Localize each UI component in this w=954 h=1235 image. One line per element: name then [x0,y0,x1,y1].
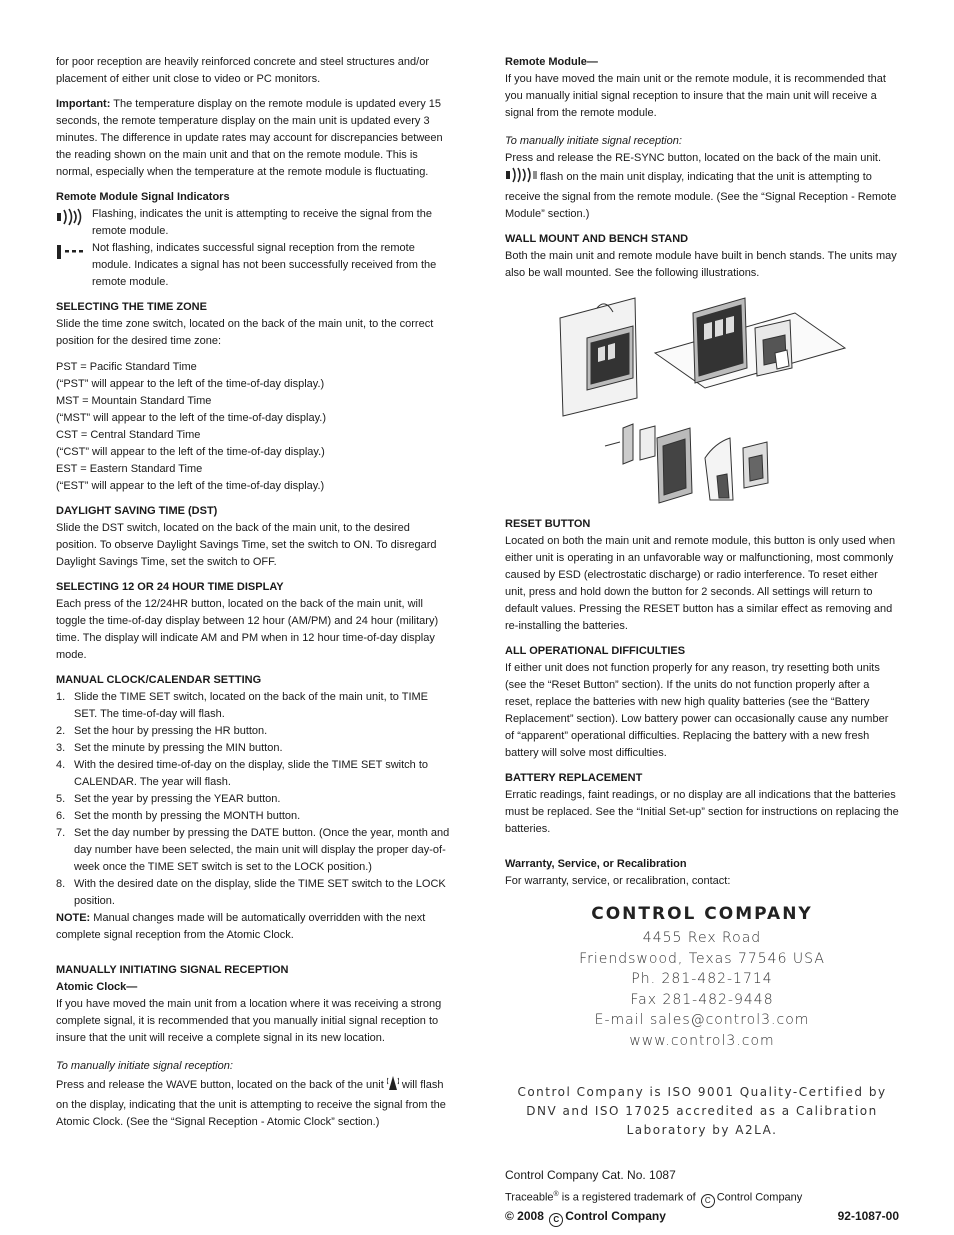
iso-statement: Control Company is ISO 9001 Quality-Certified by DNV and ISO 17025 accredited as a Calibration Laboratory by A2LA. [517,1085,887,1137]
company-fax: Fax 281-482-9448 [630,991,774,1008]
timezone-line: (“MST” will appear to the left of the time-of-day display.) [56,412,327,424]
remote-initiate-label: To manually initiate signal reception: [505,135,682,147]
copyright-row [505,1208,899,1227]
left-column [56,54,452,1139]
atomic-clock-subheading: Atomic Clock— [56,981,138,993]
dst-section [56,503,452,571]
timezone-heading: SELECTING THE TIME ZONE [56,301,207,313]
wall-mount-text: Both the main unit and remote module have built in bench stands. The units may also be wall mounted. See the following illustrations. [505,250,897,279]
signal-reception-heading: MANUALLY INITIATING SIGNAL RECEPTION [56,964,289,976]
step-text: Set the day number by pressing the DATE button. (Once the year, month and day number have been selected, the main unit will display the proper day-of-week once the TIME SET switch is set to the LOCK position.) [74,827,450,873]
warranty-section [505,856,899,890]
step-number: 3. [56,742,66,754]
hour-display-heading: SELECTING 12 OR 24 HOUR TIME DISPLAY [56,581,284,593]
indicator-row [56,240,452,291]
dst-heading: DAYLIGHT SAVING TIME (DST) [56,505,218,517]
hour-display-section [56,579,452,664]
timezone-line: (“EST” will appear to the left of the time-of-day display.) [56,480,325,492]
step-text: Set the minute by pressing the MIN button. [74,742,283,754]
step-text: With the desired date on the display, slide the TIME SET switch to the LOCK position. [74,878,446,907]
indicator-row [56,206,452,240]
wave-text-b: will flash on the display, indicating that the unit is attempting to receive the signal from the Atomic Clock. (See the “Signal Reception - Atomic Clock” section.) [56,1079,446,1128]
timezone-line: (“PST” will appear to the left of the time-of-day display.) [56,378,325,390]
step-number: 8. [56,878,66,890]
battery-text: Erratic readings, faint readings, or no display are all indications that the batteries must be replaced. See the “Initial Set-up” section for instructions on replacing the batteries. [505,789,899,835]
list-item [56,757,452,791]
company-logo-icon: C [549,1213,563,1227]
important-paragraph [56,96,452,181]
wall-mount-section [505,231,899,508]
timezone-line: PST = Pacific Standard Time [56,361,197,373]
reset-text: Located on both the main unit and remote module, this button is only used when either unit is operating in an unfavorable way or malfunctioning, most commonly caused by ESD (electrostatic discharge) or radio interference. To reset either unit, press and hold down the button for 2 seconds. All settings will return to default values. Pressing the RESET button has a similar effect as removing and re-installing the batteries. [505,535,896,632]
tower-icon [387,1075,399,1097]
copyright [505,1208,666,1227]
manual-steps-list [56,689,452,910]
list-item [56,723,452,740]
list-item [56,791,452,808]
company-email: E-mail sales@control3.com [594,1012,810,1028]
signal-indicators-section [56,189,452,291]
timezone-line: (“CST” will appear to the left of the time-of-day display.) [56,446,325,458]
manual-initiate-label: To manually initiate signal reception: [56,1060,233,1072]
signal-waves-icon [505,167,537,189]
trademark-text: is a registered trademark of [558,1191,696,1204]
resync-paragraph [505,150,899,223]
timezone-section [56,299,452,495]
company-website: www.control3.com [629,1032,775,1049]
warranty-text: For warranty, service, or recalibration, contact: [505,875,731,887]
list-item [56,689,452,723]
catalog-number: Control Company Cat. No. 1087 [505,1168,676,1182]
company-address: 4455 Rex Road [642,930,762,946]
hour-display-text: Each press of the 12/24HR button, located on the back of the main unit, will toggle the time-of-day display between 12 hour (AM/PM) and 24 hour (military) time. The display will indicate AM and PM when in 12 hour time-of-day display mode. [56,598,439,661]
step-text: With the desired time-of-day on the display, slide the TIME SET switch to CALENDAR. The year will flash. [74,759,428,788]
indicator-text: Flashing, indicates the unit is attempting to receive the signal from the remote module. [92,208,432,237]
dst-text: Slide the DST switch, located on the back of the main unit, to the desired position. To observe Daylight Savings Time, set the switch to ON. To disregard Daylight Savings Time, set the switch to OFF. [56,522,437,568]
difficulties-text: If either unit does not function properly for any reason, try resetting both units (see the “Reset Button” section). If the units do not function properly after a reset, replace the batteries with new high quality batteries (see the “Battery Replacement” section). Low battery power can occasionally cause any number of “apparent” operational difficulties. Replacing the battery with a new fresh battery will solve most difficulties. [505,662,889,759]
step-text: Set the month by pressing the MONTH button. [74,810,301,822]
note-text: Manual changes made will be automatically overridden with the next complete signal reception from the Atomic Clock. [56,912,426,941]
registered-mark: ® [553,1191,559,1198]
step-number: 2. [56,725,66,737]
battery-heading: BATTERY REPLACEMENT [505,772,643,784]
timezone-line: EST = Eastern Standard Time [56,463,203,475]
reset-heading: RESET BUTTON [505,518,591,530]
wave-text-a: Press and release the WAVE button, located on the back of the unit [56,1079,384,1091]
timezone-line: MST = Mountain Standard Time [56,395,212,407]
company-logo-icon: C [701,1194,715,1208]
company-contact-block [505,902,899,1051]
signal-dashes-icon [56,240,92,291]
important-text: The temperature display on the remote module is updated every 15 seconds, the remote temperature display on the main unit is updated every 3 minutes. The difference in update rates may account for discrepancies between the reading shown on the main unit and that on the remote module. This is normal, especially when the temperature at the remote module is fluctuating. [56,98,443,178]
signal-indicators-heading: Remote Module Signal Indicators [56,191,230,203]
remote-module-text: If you have moved the main unit or the remote module, it is recommended that you manually initial signal reception to insure that the main unit will receive a signal from the remote module. [505,73,886,119]
wall-mount-heading: WALL MOUNT AND BENCH STAND [505,233,689,245]
step-number: 7. [56,827,66,839]
list-item [56,808,452,825]
trademark-line [505,1185,899,1208]
step-number: 4. [56,759,66,771]
battery-section [505,770,899,838]
resync-text-a: Press and release the RE-SYNC button, located on the back of the main unit. [505,152,882,164]
step-number: 6. [56,810,66,822]
indicator-text: Not flashing, indicates successful signal reception from the remote module. Indicates a signal has not been successfully received from the remote module. [92,242,437,288]
list-item [56,825,452,876]
step-number: 5. [56,793,66,805]
copyright-owner: Control Company [565,1208,666,1223]
right-column [505,54,899,1227]
important-label: Important: [56,98,111,110]
remote-module-heading: Remote Module— [505,56,598,68]
resync-text-b: flash on the main unit display, indicating that the unit is attempting to receive the signal from the remote module. (See the “Signal Reception - Remote Module” section.) [505,171,897,220]
manual-setting-section [56,672,452,944]
step-text: Slide the TIME SET switch, located on the back of the main unit, to TIME SET. The time-of-day will flash. [74,691,429,720]
trademark-word: Traceable [505,1191,554,1204]
document-number: 92-1087-00 [837,1208,899,1223]
timezone-line: CST = Central Standard Time [56,429,201,441]
wave-button-paragraph [56,1075,452,1131]
company-phone: Ph. 281-482-1714 [631,971,773,987]
note-label: NOTE: [56,912,91,924]
company-city: Friendswood, Texas 77546 USA [579,950,825,967]
footer-block [505,1166,899,1227]
mounting-illustration [505,288,899,508]
manual-setting-heading: MANUAL CLOCK/CALENDAR SETTING [56,674,262,686]
copyright-year: © 2008 [505,1208,544,1223]
warranty-heading: Warranty, Service, or Recalibration [505,858,687,870]
reset-section [505,516,899,635]
list-item [56,740,452,757]
step-text: Set the year by pressing the YEAR button. [74,793,281,805]
timezone-text: Slide the time zone switch, located on the back of the main unit, to the correct position for the desired time zone: [56,318,434,347]
step-text: Set the hour by pressing the HR button. [74,725,268,737]
difficulties-section [505,643,899,762]
company-name: CONTROL COMPANY [591,904,813,924]
signal-waves-icon [56,206,92,240]
list-item [56,876,452,910]
intro-paragraph: for poor reception are heavily reinforced concrete and steel structures and/or placement of either unit close to video or PC monitors. [56,56,429,85]
remote-module-section [505,54,899,223]
signal-reception-section [56,962,452,1131]
step-number: 1. [56,691,66,703]
atomic-clock-text: If you have moved the main unit from a location where it was receiving a strong complete signal, it is recommended that you manually initial signal reception to insure that the unit will receive a complete signal in its new location. [56,998,442,1044]
difficulties-heading: ALL OPERATIONAL DIFFICULTIES [505,645,686,657]
note-paragraph [56,910,452,944]
trademark-owner: Control Company [716,1191,803,1204]
